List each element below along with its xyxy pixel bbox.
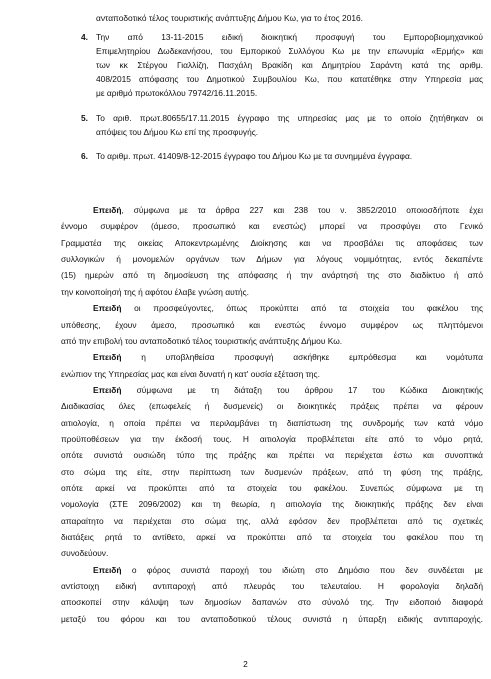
paragraph-4-line: Διαδικασίας όλες (επωφελείς ή δυσμενείς) οι διοικητικές πράξεις πρέπει να φέρουν <box>61 401 483 411</box>
item-4-line: Την από 13-11-2015 ειδική διοικητική προσφυγή του Εμποροβιομηχανικού <box>96 32 483 42</box>
item-4-line: Επιμελητηρίου Δωδεκανήσου, του Εμπορικού Συλλόγου Κω με την επωνυμία «Ερμής» και <box>96 46 483 56</box>
paragraph-2-first-line: Επειδή οι προσφεύγοντες, όπως προκύπτει από τα στοιχεία του φακέλου της <box>93 303 483 313</box>
page-number: 2 <box>243 659 248 669</box>
item-4-line: 408/2015 απόφασης του Δημοτικού Συμβουλίου Κω, που κατατέθηκε στην Υπηρεσία μας <box>96 74 483 84</box>
paragraph-lead: Επειδή <box>93 303 122 313</box>
paragraph-4-line: νομολογία (ΣΤΕ 2096/2002) και τη θεωρία, η αιτιολογία της διοικητικής πράξης δεν είναι <box>61 499 483 509</box>
paragraph-lead: Επειδή <box>93 205 122 215</box>
item-5-number: 5. <box>81 113 88 123</box>
paragraph-4-line: αιτιολογία, η οποία πρέπει να περιλαμβάνει τη διαπίστωση της συνδρομής των κατά νόμο <box>61 418 483 428</box>
paragraph-5-line: αντίστοιχη ειδική αντιπαροχή από πλευράς του τελευταίου. Η φορολογία δηλαδή <box>61 581 483 591</box>
paragraph-5-first-line: Επειδή ο φόρος συνιστά παροχή του ιδιώτη στο Δημόσιο που δεν συνδέεται με <box>93 565 483 575</box>
paragraph-4-line: στο σώμα της είτε, στην περίπτωση των δυσμενών πράξεων, από τη φύση της πράξης, <box>61 467 483 477</box>
item-5-line: Το αριθ. πρωτ.80655/17.11.2015 έγγραφο της υπηρεσίας μας με το οποίο ζητήθηκαν οι <box>96 113 483 123</box>
paragraph-1-line: (15) ημερών από τη δημοσίευση της απόφασης ή την ανάρτησή της στο διαδίκτυο ή από <box>61 270 483 280</box>
item-4-line: με αριθμό πρωτοκόλλου 79742/16.11.2015. <box>96 88 258 98</box>
paragraph-lead: Επειδή <box>93 565 122 575</box>
paragraph-5-line: αποσκοπεί στην κάλυψη των δημοσίων δαπανών στο σύνολό της. Την ειδοποιό διαφορά <box>61 597 483 607</box>
paragraph-2-line: υπόθεσης, έχουν άμεσο, προσωπικό και ενεστώς έννομο συμφέρον ως πληττόμενοι <box>61 320 483 330</box>
paragraph-4-line: προϋποθέσεων για την έκδοσή τους. Η αιτιολογία προβλέπεται είτε από το νόμο ρητά, <box>61 434 483 444</box>
paragraph-1-line: έννομο συμφέρον (άμεσο, προσωπικό και ενεστώς) μπορεί να προσφύγει στο Γενικό <box>61 221 483 231</box>
paragraph-1-line: Γραμματέα της οικείας Αποκεντρωμένης Διοίκησης και να προσβάλει τις αποφάσεις των <box>61 238 483 248</box>
paragraph-4-line: οπότε συνιστά ουσιώδη τύπο της πράξης και πρέπει να περιέχεται έστω και συνοπτικά <box>61 450 483 460</box>
item-4-number: 4. <box>81 32 88 42</box>
paragraph-1-first-line: Επειδή, σύμφωνα με τα άρθρα 227 και 238 του ν. 3852/2010 οποιοσδήποτε έχει <box>93 205 483 215</box>
item-6-line: Το αριθμ. πρωτ. 41409/8-12-2015 έγγραφο του Δήμου Κω με τα συνημμένα έγγραφα. <box>96 151 413 161</box>
paragraph-1-line: την κοινοποίησή της ή αφότου έλαβε γνώση αυτής. <box>61 287 250 297</box>
paragraph-3-first-line: Επειδή η υποβληθείσα προσφυγή ασκήθηκε εμπρόθεσμα και νομότυπα <box>93 352 483 362</box>
paragraph-2-line: από την επιβολή του ανταποδοτικό τέλος τουριστικής ανάπτυξης Δήμου Κω. <box>61 336 343 346</box>
paragraph-lead: Επειδή <box>93 385 122 395</box>
paragraph-4-line: απαραίτητο να περιέχεται στο σώμα της, αλλά εφόσον δεν προβλέπεται από τις σχετικές <box>61 516 483 526</box>
paragraph-1-line: συλλογικών ή μονομελών οργάνων των Δήμων για λόγους νομιμότητας, εντός δεκαπέντε <box>61 254 483 264</box>
paragraph-4-line: συνοδεύουν. <box>61 548 109 558</box>
paragraph-3-line: ενώπιον της Υπηρεσίας μας και είναι δυνατή η κατ' ουσία εξέταση της. <box>61 369 320 379</box>
continuation-line: ανταποδοτικό τέλος τουριστικής ανάπτυξης Δήμου Κω, για το έτος 2016. <box>96 13 363 23</box>
item-6-number: 6. <box>81 151 88 161</box>
paragraph-4-line: οπότε αρκεί να προκύπτει από τα στοιχεία του φακέλου. Συνεπώς σύμφωνα με τη <box>61 483 483 493</box>
paragraph-4-first-line: Επειδή σύμφωνα με τη διάταξη του άρθρου 17 του Κώδικα Διοικητικής <box>93 385 483 395</box>
paragraph-lead: Επειδή <box>93 352 122 362</box>
paragraph-5-line: μεταξύ του φόρου και του ανταποδοτικού τέλους συνιστά η ύπαρξη ειδικής αντιπαροχής. <box>61 614 483 624</box>
paragraph-4-line: διατάξεις ρητά το αντίθετο, αρκεί να προκύπτει από τα στοιχεία του φακέλου που τη <box>61 532 483 542</box>
item-4-line: των κκ Στέργου Γιαλλίζη, Πασχάλη Βρακίδη και Δημητρίου Σαράντη κατά της αριθμ. <box>96 60 483 70</box>
item-5-line: απόψεις του Δήμου Κω επί της προσφυγής. <box>96 127 259 137</box>
